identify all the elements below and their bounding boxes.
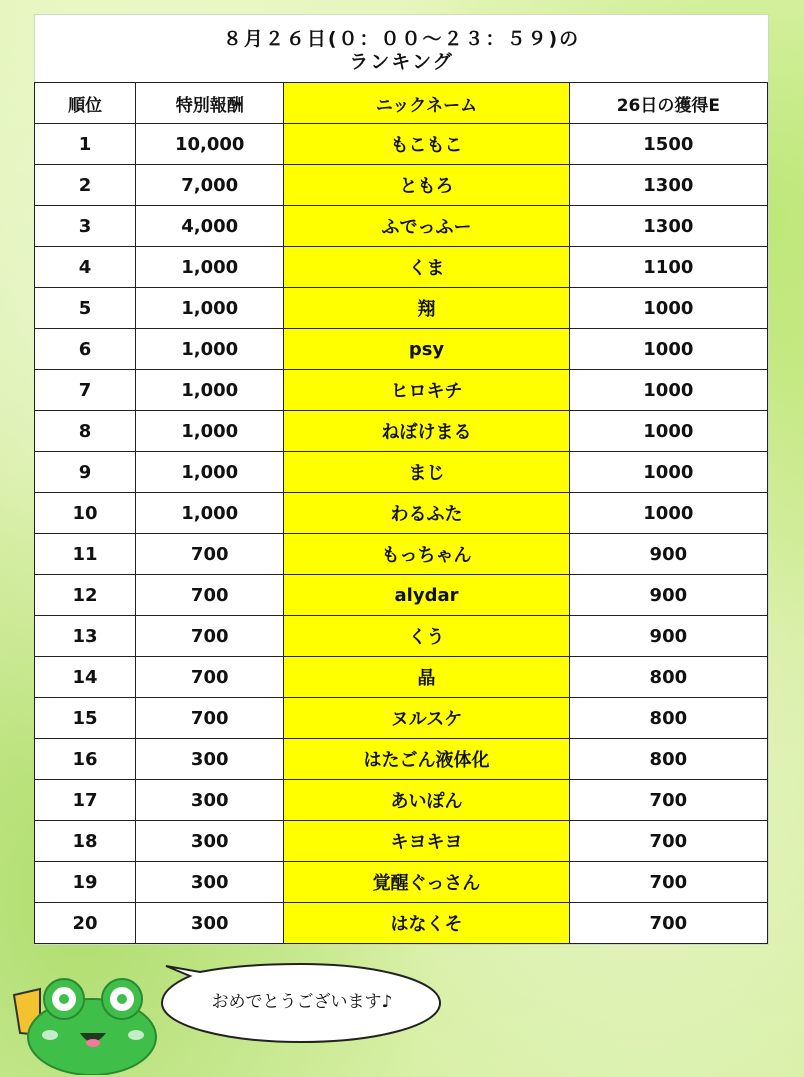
earned-cell: 1000 bbox=[569, 288, 767, 329]
table-row bbox=[35, 288, 768, 329]
header-rank: 順位 bbox=[35, 83, 136, 124]
earned-cell: 800 bbox=[569, 698, 767, 739]
reward-cell: 700 bbox=[136, 616, 284, 657]
reward-cell: 300 bbox=[136, 862, 284, 903]
earned-cell: 1000 bbox=[569, 370, 767, 411]
earned-cell: 1000 bbox=[569, 452, 767, 493]
earned-cell: 700 bbox=[569, 821, 767, 862]
earned-cell: 700 bbox=[569, 780, 767, 821]
title-line-2: ランキング bbox=[349, 51, 454, 73]
congratulations-text: おめでとうございます♪ bbox=[211, 992, 393, 1012]
earned-cell: 900 bbox=[569, 534, 767, 575]
earned-cell: 1500 bbox=[569, 124, 767, 165]
table-row bbox=[35, 903, 768, 944]
table-row bbox=[35, 247, 768, 288]
reward-cell: 10,000 bbox=[136, 124, 284, 165]
reward-cell: 1,000 bbox=[136, 493, 284, 534]
earned-cell: 900 bbox=[569, 575, 767, 616]
reward-cell: 300 bbox=[136, 780, 284, 821]
reward-cell: 300 bbox=[136, 739, 284, 780]
nickname-cell: 晶 bbox=[284, 657, 569, 698]
nickname-cell: わるふた bbox=[284, 493, 569, 534]
rank-cell: 17 bbox=[35, 780, 136, 821]
table-row bbox=[35, 493, 768, 534]
header-earned: 26日の獲得E bbox=[569, 83, 767, 124]
reward-cell: 1,000 bbox=[136, 452, 284, 493]
table-header-row bbox=[35, 83, 768, 124]
earned-cell: 800 bbox=[569, 739, 767, 780]
header-nickname: ニックネーム bbox=[284, 83, 569, 124]
rank-cell: 15 bbox=[35, 698, 136, 739]
reward-cell: 1,000 bbox=[136, 370, 284, 411]
reward-cell: 700 bbox=[136, 698, 284, 739]
nickname-cell: まじ bbox=[284, 452, 569, 493]
nickname-cell: psy bbox=[284, 329, 569, 370]
nickname-cell: ヌルスケ bbox=[284, 698, 569, 739]
nickname-cell: alydar bbox=[284, 575, 569, 616]
earned-cell: 1000 bbox=[569, 493, 767, 534]
rank-cell: 3 bbox=[35, 206, 136, 247]
rank-cell: 14 bbox=[35, 657, 136, 698]
nickname-cell: もこもこ bbox=[284, 124, 569, 165]
nickname-cell: ともろ bbox=[284, 165, 569, 206]
table-row bbox=[35, 206, 768, 247]
table-row bbox=[35, 452, 768, 493]
table-row bbox=[35, 616, 768, 657]
nickname-cell: ねぼけまる bbox=[284, 411, 569, 452]
rank-cell: 6 bbox=[35, 329, 136, 370]
table-row bbox=[35, 657, 768, 698]
earned-cell: 1300 bbox=[569, 165, 767, 206]
table-row bbox=[35, 575, 768, 616]
nickname-cell: ふでっふー bbox=[284, 206, 569, 247]
earned-cell: 700 bbox=[569, 903, 767, 944]
reward-cell: 700 bbox=[136, 575, 284, 616]
earned-cell: 900 bbox=[569, 616, 767, 657]
rank-cell: 19 bbox=[35, 862, 136, 903]
reward-cell: 1,000 bbox=[136, 247, 284, 288]
reward-cell: 7,000 bbox=[136, 165, 284, 206]
nickname-cell: あいぽん bbox=[284, 780, 569, 821]
ranking-sheet bbox=[34, 14, 769, 945]
rank-cell: 16 bbox=[35, 739, 136, 780]
rank-cell: 7 bbox=[35, 370, 136, 411]
nickname-cell: はたごん液体化 bbox=[284, 739, 569, 780]
table-row bbox=[35, 124, 768, 165]
rank-cell: 20 bbox=[35, 903, 136, 944]
nickname-cell: 翔 bbox=[284, 288, 569, 329]
earned-cell: 1000 bbox=[569, 329, 767, 370]
nickname-cell: もっちゃん bbox=[284, 534, 569, 575]
nickname-cell: はなくそ bbox=[284, 903, 569, 944]
nickname-cell: ヒロキチ bbox=[284, 370, 569, 411]
table-row bbox=[35, 780, 768, 821]
ranking-table-body bbox=[35, 124, 768, 944]
rank-cell: 11 bbox=[35, 534, 136, 575]
nickname-cell: くま bbox=[284, 247, 569, 288]
ranking-table bbox=[34, 82, 768, 944]
nickname-cell: くう bbox=[284, 616, 569, 657]
rank-cell: 12 bbox=[35, 575, 136, 616]
rank-cell: 18 bbox=[35, 821, 136, 862]
reward-cell: 700 bbox=[136, 657, 284, 698]
frog-mascot-icon bbox=[10, 975, 160, 1075]
table-row bbox=[35, 698, 768, 739]
earned-cell: 1100 bbox=[569, 247, 767, 288]
rank-cell: 8 bbox=[35, 411, 136, 452]
table-row bbox=[35, 165, 768, 206]
table-row bbox=[35, 370, 768, 411]
reward-cell: 700 bbox=[136, 534, 284, 575]
reward-cell: 1,000 bbox=[136, 288, 284, 329]
header-reward: 特別報酬 bbox=[136, 83, 284, 124]
table-row bbox=[35, 821, 768, 862]
rank-cell: 2 bbox=[35, 165, 136, 206]
rank-cell: 10 bbox=[35, 493, 136, 534]
rank-cell: 5 bbox=[35, 288, 136, 329]
table-row bbox=[35, 411, 768, 452]
rank-cell: 9 bbox=[35, 452, 136, 493]
earned-cell: 800 bbox=[569, 657, 767, 698]
reward-cell: 1,000 bbox=[136, 329, 284, 370]
reward-cell: 1,000 bbox=[136, 411, 284, 452]
reward-cell: 300 bbox=[136, 821, 284, 862]
earned-cell: 1000 bbox=[569, 411, 767, 452]
rank-cell: 1 bbox=[35, 124, 136, 165]
table-row bbox=[35, 329, 768, 370]
earned-cell: 1300 bbox=[569, 206, 767, 247]
table-row bbox=[35, 862, 768, 903]
nickname-cell: キヨキヨ bbox=[284, 821, 569, 862]
table-row bbox=[35, 534, 768, 575]
table-row bbox=[35, 739, 768, 780]
rank-cell: 13 bbox=[35, 616, 136, 657]
earned-cell: 700 bbox=[569, 862, 767, 903]
ranking-title bbox=[35, 15, 768, 82]
reward-cell: 4,000 bbox=[136, 206, 284, 247]
rank-cell: 4 bbox=[35, 247, 136, 288]
reward-cell: 300 bbox=[136, 903, 284, 944]
nickname-cell: 覚醒ぐっさん bbox=[284, 862, 569, 903]
title-line-1: ８月２６日(０：００〜２３：５９)の bbox=[222, 28, 581, 50]
